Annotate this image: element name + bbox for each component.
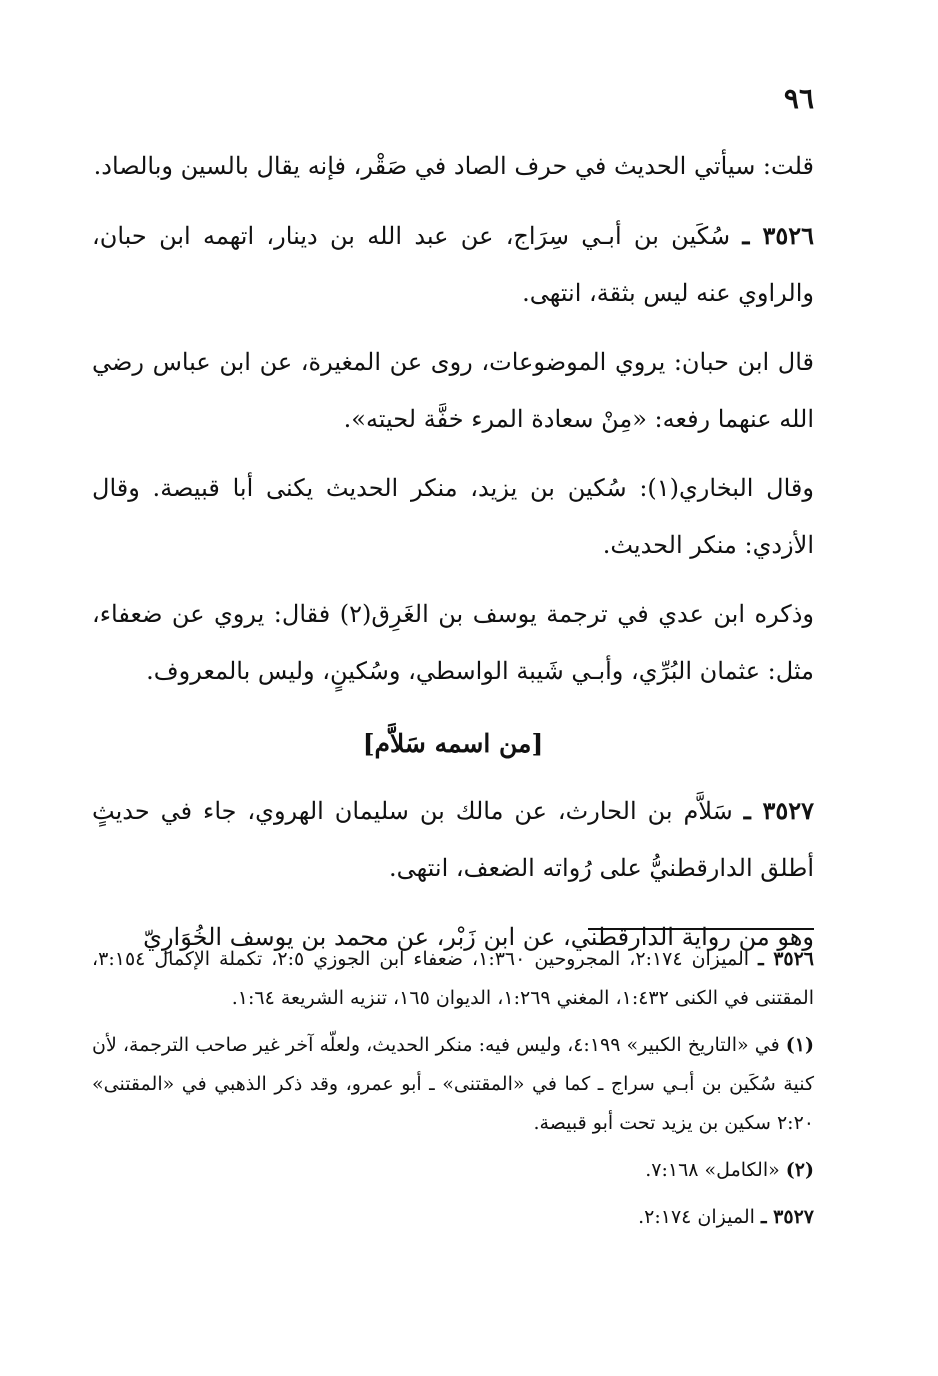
paragraph — [92, 334, 814, 448]
entry-3526 — [92, 207, 814, 322]
footnote-number: ٣٥٢٦ ـ — [758, 948, 815, 970]
entry-number: ٣٥٢٦ ـ — [742, 221, 814, 250]
footnote — [92, 940, 814, 1018]
page-number: ٩٦ — [783, 82, 814, 115]
footnote — [92, 1198, 814, 1237]
footnote-text: الميزان ٢:١٧٤، المجروحين ١:٣٦٠، ضعفاء ابن الجوزي ٢:٥، تكملة الإكمال ٣:١٥٤، المقتنى في الكنى ١:٤٣٢، المغني ١:٢٦٩، الديوان ١٦٥، تنزيه الشريعة ١:٦٤. — [92, 948, 814, 1009]
paragraph-text: سَلاَّم بن الحارث، عن مالك بن سليمان الهروي، جاء في حديثٍ أطلق الدارقطنيُّ على رُواته الضعف، انتهى. — [92, 797, 814, 882]
footnote — [92, 1151, 814, 1190]
footnote-text: في «التاريخ الكبير» ٤:١٩٩، وليس فيه: منكر الحديث، ولعلّه آخر غير صاحب الترجمة، لأن كنية سُكَين بن أبـي سراج ـ كما في «المقتنى» ـ أبو عمرو، وقد ذكر الذهبي في «المقتنى» ٢:٢٠ سكين بن يزيد تحت أبو قبيصة. — [92, 1034, 814, 1134]
paragraph-text: وهو من رواية الدارقطني، عن ابن زَبْر، عن محمد بن يوسف الخُوَارِيّ — [143, 923, 814, 951]
footnotes — [92, 940, 814, 1245]
footnote — [92, 1026, 814, 1143]
paragraph-text: قلت: سيأتي الحديث في حرف الصاد في صَقْر، فإنه يقال بالسين وبالصاد. — [93, 152, 814, 180]
paragraph-text: قال ابن حبان: يروي الموضوعات، روى عن المغيرة، عن ابن عباس رضي الله عنهما رفعه: «مِنْ سعادة المرء خفَّة لحيته». — [92, 348, 814, 433]
paragraph-text: وذكره ابن عدي في ترجمة يوسف بن الغَرِق(٢) فقال: يروي عن ضعفاء، مثل: عثمان البُرِّي، وأبـي شَيبة الواسطي، وسُكينٍ، وليس بالمعروف. — [92, 600, 815, 685]
main-text — [92, 138, 814, 978]
footnote-text: «الكامل» ٧:١٦٨. — [645, 1159, 780, 1181]
footnote-text: الميزان ٢:١٧٤. — [638, 1206, 755, 1228]
paragraph — [92, 138, 814, 195]
footnote-number: (٢) — [785, 1159, 814, 1181]
entry-3527 — [92, 782, 814, 897]
paragraph-text: سُكَين بن أبـي سِرَاج، عن عبد الله بن دينار، اتهمه ابن حبان، والراوي عنه ليس بثقة، انتهى. — [92, 222, 814, 307]
paragraph-text: وقال البخاري(١): سُكين بن يزيد، منكر الحديث يكنى أبا قبيصة. وقال الأزدي: منكر الحديث. — [92, 474, 814, 559]
footnote-number: (١) — [785, 1034, 814, 1056]
paragraph — [92, 586, 814, 700]
footnote-number: ٣٥٢٧ ـ — [760, 1206, 814, 1228]
paragraph — [92, 460, 814, 574]
section-heading: [من اسمه سَلاَّم] — [362, 729, 544, 758]
entry-number: ٣٥٢٧ ـ — [743, 796, 815, 825]
footnote-divider — [588, 928, 814, 930]
